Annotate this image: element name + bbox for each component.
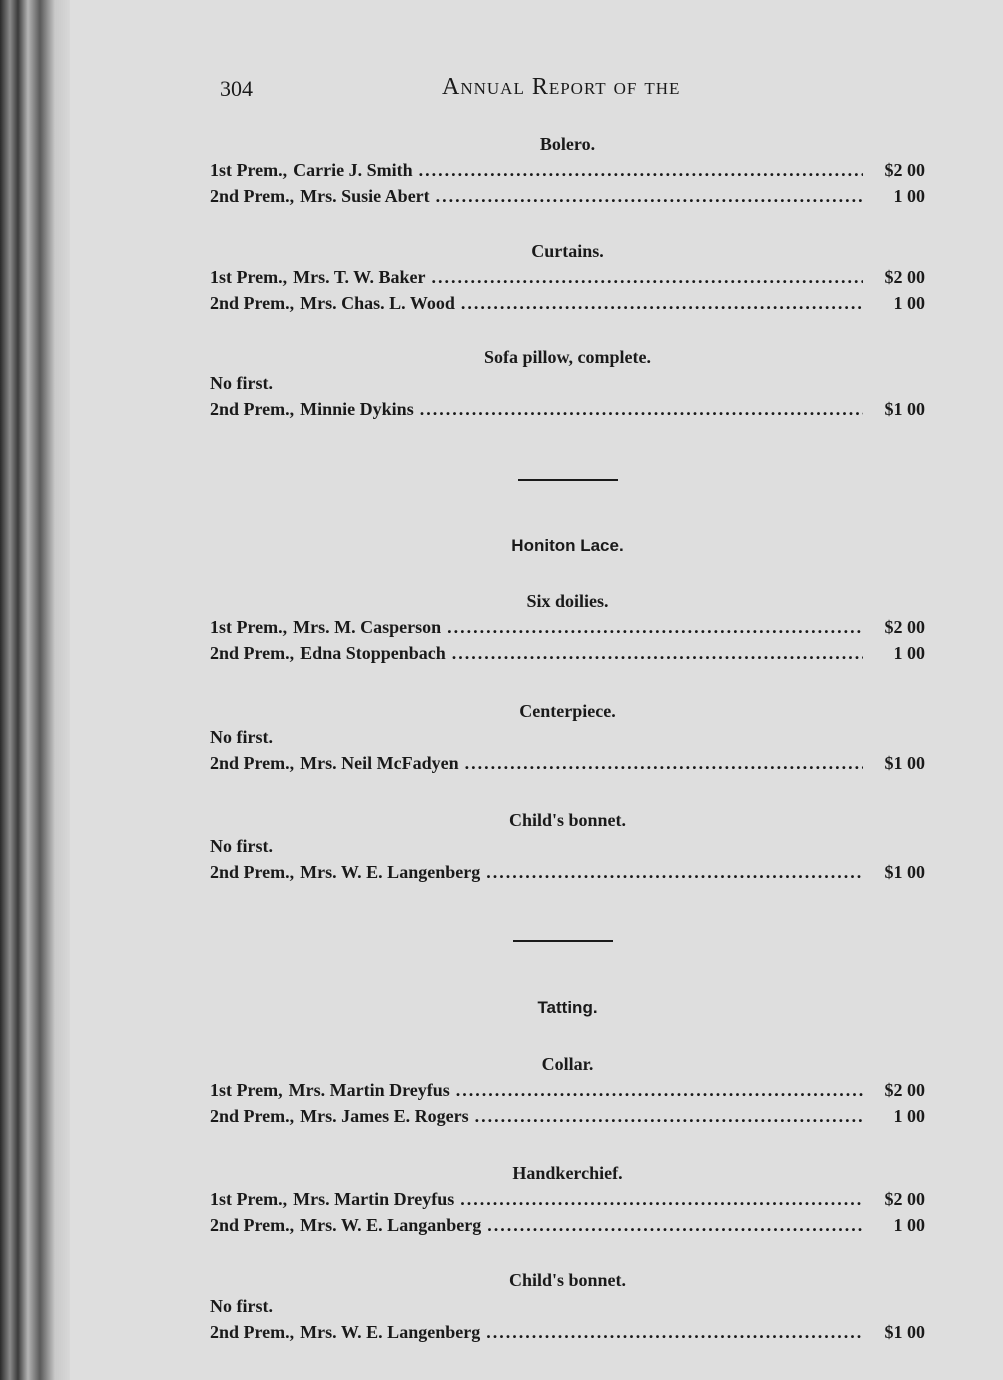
section-title: Curtains.	[531, 241, 604, 261]
winner-name: Mrs. Martin Dreyfus	[288, 1080, 450, 1100]
book-spine-edge	[0, 0, 70, 1380]
section-title: Six doilies.	[526, 591, 609, 611]
winner-name: Minnie Dykins	[300, 399, 414, 419]
prize-amount: $2 00	[884, 617, 925, 637]
prize-amount: $1 00	[884, 862, 925, 882]
section-title: Child's bonnet.	[508, 1270, 627, 1290]
prize-amount: $1 00	[884, 399, 925, 419]
section-honiton-lace	[210, 533, 925, 559]
no-first-note: No first.	[210, 727, 273, 747]
prize-amount: 1 00	[893, 186, 925, 206]
section-handkerchief	[210, 1160, 925, 1238]
leader-dots	[452, 640, 863, 666]
prize-rank: 1st Prem.,	[210, 267, 288, 287]
winner-name: Mrs. W. E. Langenberg	[300, 1322, 481, 1342]
winner-name: Mrs. Martin Dreyfus	[293, 1189, 455, 1209]
section-title: Child's bonnet.	[508, 810, 627, 830]
winner-name: Mrs. Susie Abert	[300, 186, 430, 206]
prize-rank: 1st Prem.,	[210, 1189, 288, 1209]
section-collar	[210, 1051, 925, 1129]
section-title: Bolero.	[539, 134, 596, 154]
winner-name: Mrs. Chas. L. Wood	[300, 293, 455, 313]
award-row	[210, 859, 925, 885]
winner-name: Mrs. M. Casperson	[293, 617, 442, 637]
section-title: Sofa pillow, complete.	[484, 347, 651, 367]
prize-rank: 1st Prem.,	[210, 617, 288, 637]
award-row	[210, 396, 925, 422]
leader-dots	[432, 264, 863, 290]
winner-name: Mrs. T. W. Baker	[293, 267, 426, 287]
prize-rank: 1st Prem,	[210, 1080, 283, 1100]
leader-dots	[487, 1212, 863, 1238]
section-tatting-childs-bonnet	[210, 1267, 925, 1345]
prize-amount: $2 00	[884, 267, 925, 287]
prize-amount: 1 00	[893, 1106, 925, 1126]
running-head: Annual Report of the	[442, 74, 681, 100]
leader-dots	[436, 183, 863, 209]
award-row	[210, 183, 925, 209]
award-row	[210, 264, 925, 290]
award-row	[210, 640, 925, 666]
section-title: Handkerchief.	[512, 1163, 623, 1183]
leader-dots	[447, 614, 863, 640]
winner-name: Carrie J. Smith	[293, 160, 413, 180]
section-title: Centerpiece.	[519, 701, 616, 721]
winner-name: Mrs. W. E. Langenberg	[300, 862, 481, 882]
leader-dots	[420, 396, 863, 422]
prize-rank: 2nd Prem.,	[210, 1322, 295, 1342]
leader-dots	[419, 157, 863, 183]
prize-amount: $2 00	[884, 1080, 925, 1100]
award-row	[210, 1103, 925, 1129]
leader-dots	[456, 1077, 863, 1103]
prize-rank: 2nd Prem.,	[210, 1215, 295, 1235]
section-tatting	[210, 995, 925, 1021]
prize-rank: 2nd Prem.,	[210, 186, 295, 206]
leader-dots	[475, 1103, 863, 1129]
prize-amount: 1 00	[893, 293, 925, 313]
prize-rank: 1st Prem.,	[210, 160, 288, 180]
prize-amount: $1 00	[884, 1322, 925, 1342]
prize-amount: $2 00	[884, 160, 925, 180]
section-curtains	[210, 238, 925, 316]
prize-rank: 2nd Prem.,	[210, 753, 295, 773]
category-heading: Honiton Lace.	[511, 536, 624, 555]
section-six-doilies	[210, 588, 925, 666]
award-row	[210, 614, 925, 640]
no-first-note: No first.	[210, 836, 273, 856]
award-row	[210, 290, 925, 316]
award-row	[210, 1212, 925, 1238]
section-sofa-pillow	[210, 344, 925, 422]
winner-name: Edna Stoppenbach	[300, 643, 446, 663]
no-first-note: No first.	[210, 373, 273, 393]
prize-amount: $2 00	[884, 1189, 925, 1209]
award-row	[210, 750, 925, 776]
award-row	[210, 1186, 925, 1212]
leader-dots	[486, 859, 863, 885]
page-number: 304	[220, 76, 253, 101]
no-first-note: No first.	[210, 1296, 273, 1316]
leader-dots	[465, 750, 863, 776]
prize-rank: 2nd Prem.,	[210, 293, 295, 313]
winner-name: Mrs. W. E. Langanberg	[300, 1215, 482, 1235]
section-honiton-childs-bonnet	[210, 807, 925, 885]
prize-amount: $1 00	[884, 753, 925, 773]
prize-amount: 1 00	[893, 1215, 925, 1235]
section-bolero	[210, 131, 925, 209]
winner-name: Mrs. Neil McFadyen	[300, 753, 459, 773]
prize-rank: 2nd Prem.,	[210, 643, 295, 663]
prize-rank: 2nd Prem.,	[210, 399, 295, 419]
award-row	[210, 1319, 925, 1345]
prize-rank: 2nd Prem.,	[210, 862, 295, 882]
page-header	[220, 74, 920, 114]
winner-name: Mrs. James E. Rogers	[300, 1106, 469, 1126]
award-row	[210, 1077, 925, 1103]
category-heading: Tatting.	[537, 998, 598, 1017]
leader-dots	[486, 1319, 863, 1345]
section-divider	[513, 940, 613, 942]
section-centerpiece	[210, 698, 925, 776]
prize-rank: 2nd Prem.,	[210, 1106, 295, 1126]
leader-dots	[461, 290, 863, 316]
section-title: Collar.	[541, 1054, 594, 1074]
section-divider	[518, 479, 618, 481]
prize-amount: 1 00	[893, 643, 925, 663]
award-row	[210, 157, 925, 183]
leader-dots	[460, 1186, 863, 1212]
